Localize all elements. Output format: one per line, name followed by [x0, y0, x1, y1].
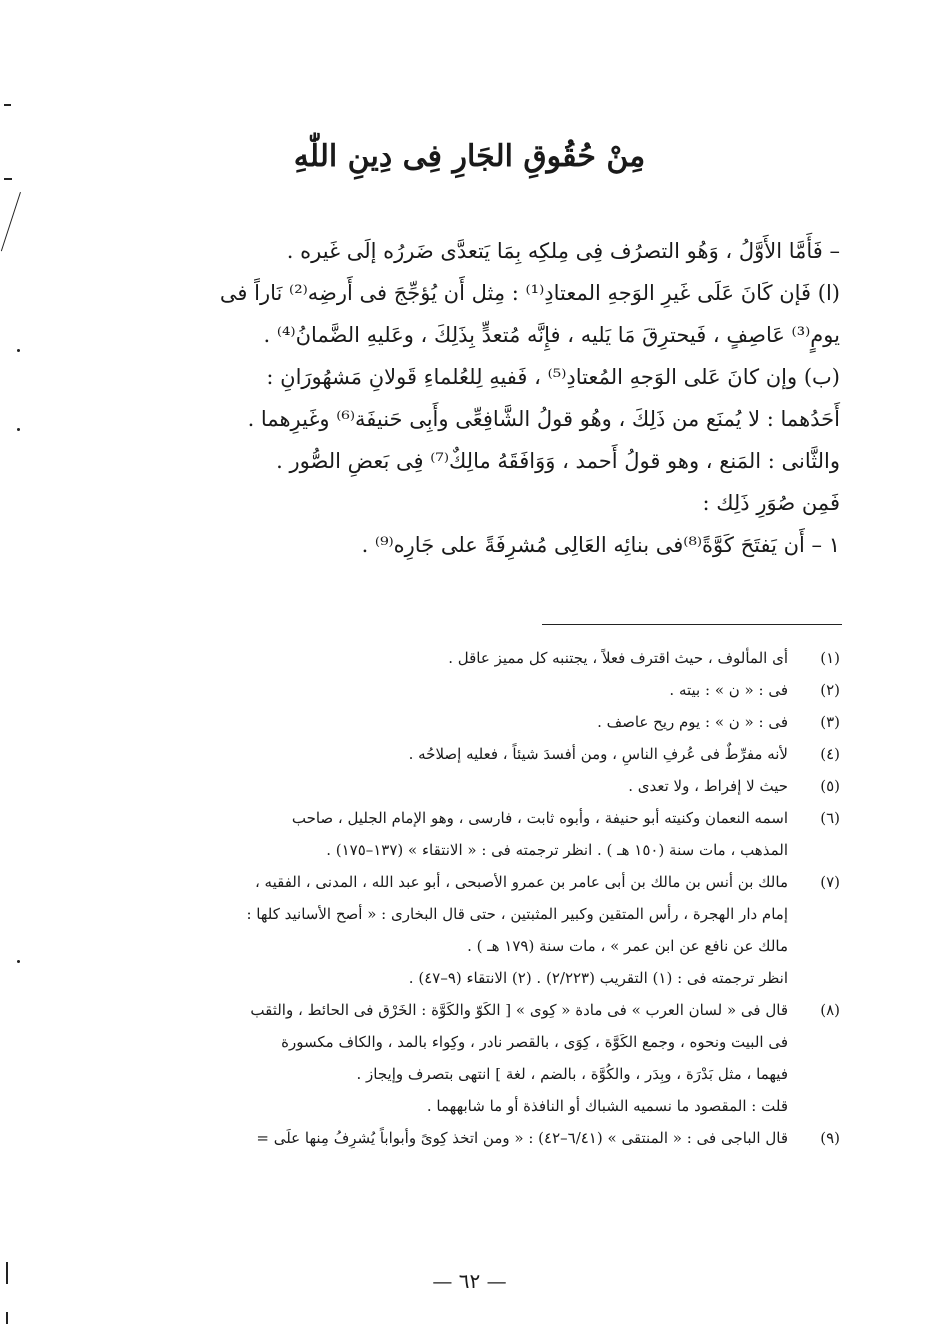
footnote-number: (١)	[820, 649, 840, 667]
footnote	[128, 1122, 840, 1154]
footnotes	[128, 642, 840, 1154]
footnote	[128, 994, 840, 1122]
footnote	[128, 674, 840, 706]
footnote-body	[128, 738, 788, 770]
footnote-separator	[542, 624, 842, 625]
footnote-line: فى البيت ونحوه ، وجمع الكَوَّة ، كِوَى ، بالقصر نادر ، وكِواء بالمد ، والكاف مكسورة	[281, 1033, 788, 1051]
body-line: (ا) فَإن كَانَ عَلَى غَيرِ الوَجهِ المعتادِ⁽¹⁾ : مِثل أَن يُؤجِّجَ فى أَرضِه⁽²⁾ نَاراً فى	[219, 281, 840, 305]
page-number: — ٦٢ —	[432, 1269, 507, 1293]
body-line: والثَّانى : المَنع ، وهو قولُ أَحمد ، وَوَافَقَهُ مالِكٌ⁽⁷⁾ فِى بَعضِ الصُّور .	[276, 449, 840, 473]
footnote-number: (٦)	[820, 809, 840, 827]
footnote-body	[128, 706, 788, 738]
footnote-body	[128, 866, 788, 994]
footnote-body	[128, 1122, 788, 1154]
footnote	[128, 866, 840, 994]
footnote-number: (٢)	[820, 681, 840, 699]
body-line: – فَأَمَّا الأَوَّلُ ، وَهُو التصرُف فِى مِلكِه بِمَا يَتعدَّى ضَررُه إلَى غَيره .	[286, 239, 840, 263]
footnote-line: أى المألوف ، حيث اقترف فعلاً ، يجتنبه كل مميز عاقل .	[448, 649, 788, 667]
footnote-number: (٥)	[820, 777, 840, 795]
footnote-body	[128, 802, 788, 866]
footnote-body	[128, 674, 788, 706]
scan-mark	[17, 428, 20, 431]
footnote-number: (٧)	[820, 873, 840, 891]
footnote-line: قال الباجى فى : « المنتقى » (٦/٤١–٤٢) : « ومن اتخذ كِوىً وأبواباً يُشرِفُ مِنها علَى =	[256, 1129, 788, 1147]
scan-mark	[4, 104, 11, 106]
body-line: ١ – أَن يَفتَحَ كَوَّةً⁽⁸⁾فى بنائِه العَالِى مُشرِفَةً على جَارِه⁽⁹⁾ .	[361, 533, 840, 557]
scan-mark	[17, 960, 20, 963]
footnote-line: لأنه مفرِّطٌ فى عُرفِ الناسِ ، ومن أفسدَ شيئاً ، فعليه إصلاحُه .	[408, 745, 788, 763]
footnote-number: (٣)	[820, 713, 840, 731]
footnote-line: حيث لا إفراط ، ولا تعدى .	[628, 777, 788, 795]
footnote	[128, 706, 840, 738]
footnote-line: فيهما ، مثل بَدْرَة ، وبِدَر ، والكُوَّة ، بالضم ، لغة ] انتهى بتصرف وإيجاز .	[356, 1065, 788, 1083]
scan-mark	[1, 192, 21, 251]
footnote-body	[128, 994, 788, 1122]
footnote-line: اسمه النعمان وكنيته أبو حنيفة ، وأبوه ثابت ، فارسى ، وهو الإمام الجليل ، صاحب	[291, 809, 788, 827]
body-line: فَمِن صُوَرِ ذَلِك :	[702, 491, 840, 515]
footnote-line: انظر ترجمته فى : (١) التقريب (٢/٢٢٣) . (٢) الانتقاء (٩–٤٧) .	[408, 969, 788, 987]
main-text	[128, 230, 840, 566]
footnote-number: (٤)	[820, 745, 840, 763]
footnote-number: (٨)	[820, 1001, 840, 1019]
scan-mark	[4, 178, 12, 180]
scan-mark	[6, 1262, 8, 1284]
footnote	[128, 770, 840, 802]
footnote-body	[128, 770, 788, 802]
scan-mark	[17, 349, 20, 352]
footnote	[128, 642, 840, 674]
scan-mark	[6, 1312, 8, 1324]
footnote-line: فى : « ن » : يوم ريح عاصف .	[597, 713, 788, 731]
footnote-line: المذهب ، مات سنة (١٥٠ هـ ) . انظر ترجمته فى : « الانتقاء » (١٣٧–١٧٥) .	[326, 841, 788, 859]
footnote-line: فى : « ن » : بيته .	[669, 681, 788, 699]
body-line: يومٍ⁽³⁾ عَاصِفٍ ، فَيحترِقَ مَا يَليه ، فإِنَّه مُتعدٍّ بِذَلِكَ ، وعَليهِ الضَّمانُ⁽⁴⁾ .	[263, 323, 840, 347]
footnote-line: قلت : المقصود ما نسميه الشباك أو النافذة أو ما شابههما .	[426, 1097, 788, 1115]
footnote-line: إمام دار الهجرة ، رأس المتقين وكبير المثبتين ، حتى قال البخارى : « أصح الأسانيد كلها :	[246, 905, 788, 923]
body-line: (ب) وإن كانَ عَلى الوَجهِ المُعتادِ⁽⁵⁾ ، فَفيهِ لِلعُلماءِ قَولانِ مَشهُورَانِ :	[266, 365, 840, 389]
footnote	[128, 802, 840, 866]
body-line: أَحَدُهما : لا يُمنَع من ذَلِكَ ، وهُو قولُ الشَّافِعِّى وأَبِى حَنيفَة⁽⁶⁾ وغَيرِهما .	[247, 407, 840, 431]
footnote-line: مالك عن نافع عن ابن عمر » ، مات سنة (١٧٩ هـ ) .	[467, 937, 788, 955]
page-title: مِنْ حُقُوقِ الجَارِ فِى دِينِ اللّٰهِ	[293, 139, 646, 174]
footnote	[128, 738, 840, 770]
footnote-line: قال فى « لسان العرب » فى مادة « كِوى » [ الكَوّ والكَوَّة : الخَرْق فى الحائط ، والثقب	[250, 1001, 788, 1019]
footnote-line: مالك بن أنس بن مالك بن أبى عامر بن عمرو الأصبحى ، أبو عبد الله ، المدنى ، الفقيه ،	[254, 873, 788, 891]
footnote-body	[128, 642, 788, 674]
footnote-number: (٩)	[820, 1129, 840, 1147]
